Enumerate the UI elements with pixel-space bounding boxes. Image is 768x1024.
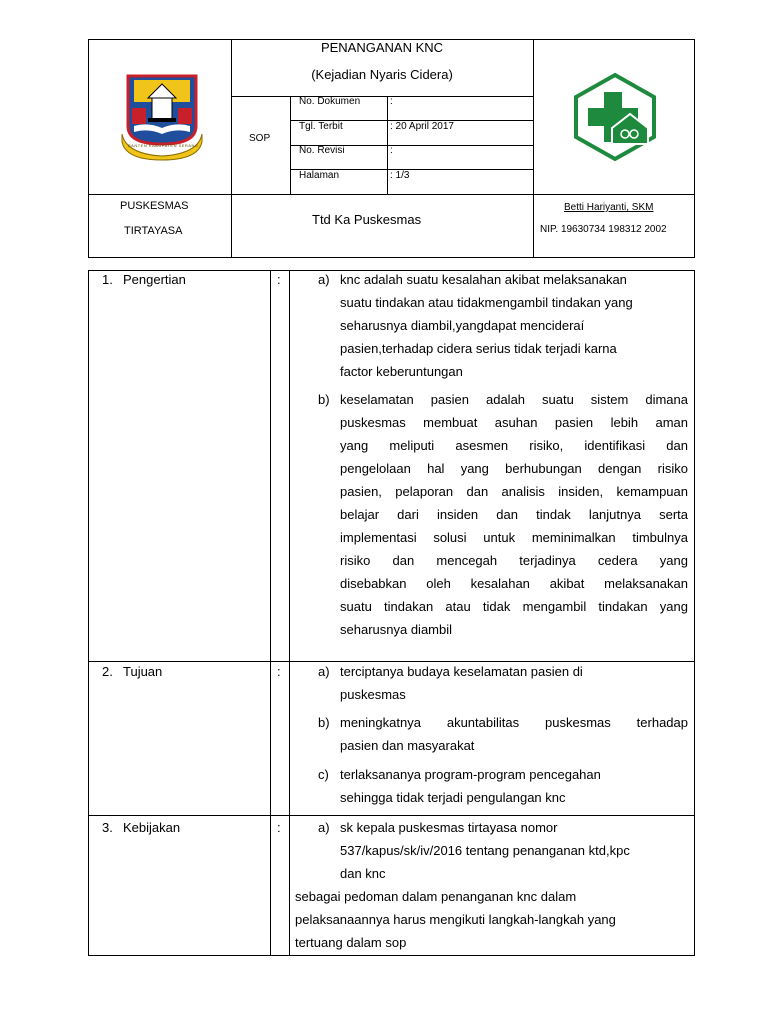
crest-motto: BANTEN KABUPATEN SERANG	[128, 143, 199, 148]
meta-label-halaman: Halaman	[299, 170, 340, 181]
section-title-kebijakan: Kebijakan	[123, 820, 181, 835]
section-title-pengertian: Pengertian	[123, 272, 186, 287]
meta-value-halaman: : 1/3	[390, 170, 410, 181]
sop-label: SOP	[249, 133, 271, 144]
item-marker: a)	[318, 664, 330, 679]
divider	[88, 194, 695, 195]
list-item-pengertian-a: knc adalah suatu kesalahan akibat melaksanakan suatu tindakan atau tidakmengambil tindakan yang seharusnya diambil,yangdapat mencideraí pasien,terhadap cidera serius tidak terjadi karna factor keberuntungan	[340, 272, 633, 379]
section-colon: :	[277, 820, 281, 835]
meta-label-tgl-terbit: Tgl. Terbit	[299, 121, 343, 132]
list-item-tujuan-c: terlaksananya program-program pencegahan sehingga tidak terjadi pengulangan knc	[340, 767, 601, 805]
kebijakan-continuation: sebagai pedoman dalam penanganan knc dalam pelaksanaannya harus mengikuti langkah-langkah yang tertuang dalam sop	[295, 889, 616, 950]
document-subtitle: (Kejadian Nyaris Cidera)	[311, 67, 453, 82]
section-number: 1.	[102, 272, 113, 287]
divider	[232, 96, 534, 97]
divider	[533, 39, 534, 258]
meta-value-tgl-terbit: : 20 April 2017	[390, 121, 454, 132]
signature-title: Ttd Ka Puskesmas	[312, 212, 422, 227]
meta-value-no-revisi: :	[390, 145, 393, 156]
section-number: 3.	[102, 820, 113, 835]
divider	[270, 270, 271, 956]
list-item-pengertian-b: keselamatan pasien adalah suatu sistem dimana puskesmas membuat asuhan pasien lebih aman yang meliputi asesmen risiko, identifikasi dan pengelolaan hal yang berhubungan dengan risiko pasien, pelaporan dan analisis insiden, kemampuan belajar dari insiden dan tindak lanjutnya serta implementasi solusi untuk meminimalkan timbulnya risiko dan mencegah terjadinya cedera yang disebabkan oleh kesalahan akibat melaksanakan suatu tindakan atau tidak mengambil tindakan yang seharusnya diambil	[340, 392, 688, 637]
item-marker: a)	[318, 820, 330, 835]
section-title-tujuan: Tujuan	[123, 664, 163, 679]
item-marker: b)	[318, 715, 330, 730]
puskesmas-logo	[570, 72, 660, 162]
document-title: PENANGANAN KNC	[320, 40, 444, 55]
list-item-kebijakan-a: sk kepala puskesmas tirtayasa nomor 537/kapus/sk/iv/2016 tentang penanganan ktd,kpc dan knc	[340, 820, 630, 881]
regency-crest-logo	[118, 72, 206, 162]
section-number: 2.	[102, 664, 113, 679]
puskesmas-name-line2: TIRTAYASA	[124, 225, 183, 237]
item-marker: b)	[318, 392, 330, 407]
list-item-tujuan-b: meningkatnya akuntabilitas puskesmas terhadap pasien dan masyarakat	[340, 715, 688, 753]
meta-label-no-revisi: No. Revisi	[299, 145, 345, 156]
list-item-tujuan-a: terciptanya budaya keselamatan pasien di puskesmas	[340, 664, 583, 702]
meta-value-no-dokumen: :	[390, 96, 393, 107]
divider	[289, 270, 290, 956]
item-marker: c)	[318, 767, 329, 782]
section-colon: :	[277, 272, 281, 287]
puskesmas-name-line1: PUSKESMAS	[120, 200, 189, 212]
section-colon: :	[277, 664, 281, 679]
item-marker: a)	[318, 272, 330, 287]
signer-name: Betti Hariyanti, SKM	[564, 202, 654, 213]
signer-nip: NIP. 19630734 198312 2002	[540, 224, 667, 235]
meta-label-no-dokumen: No. Dokumen	[299, 96, 361, 107]
